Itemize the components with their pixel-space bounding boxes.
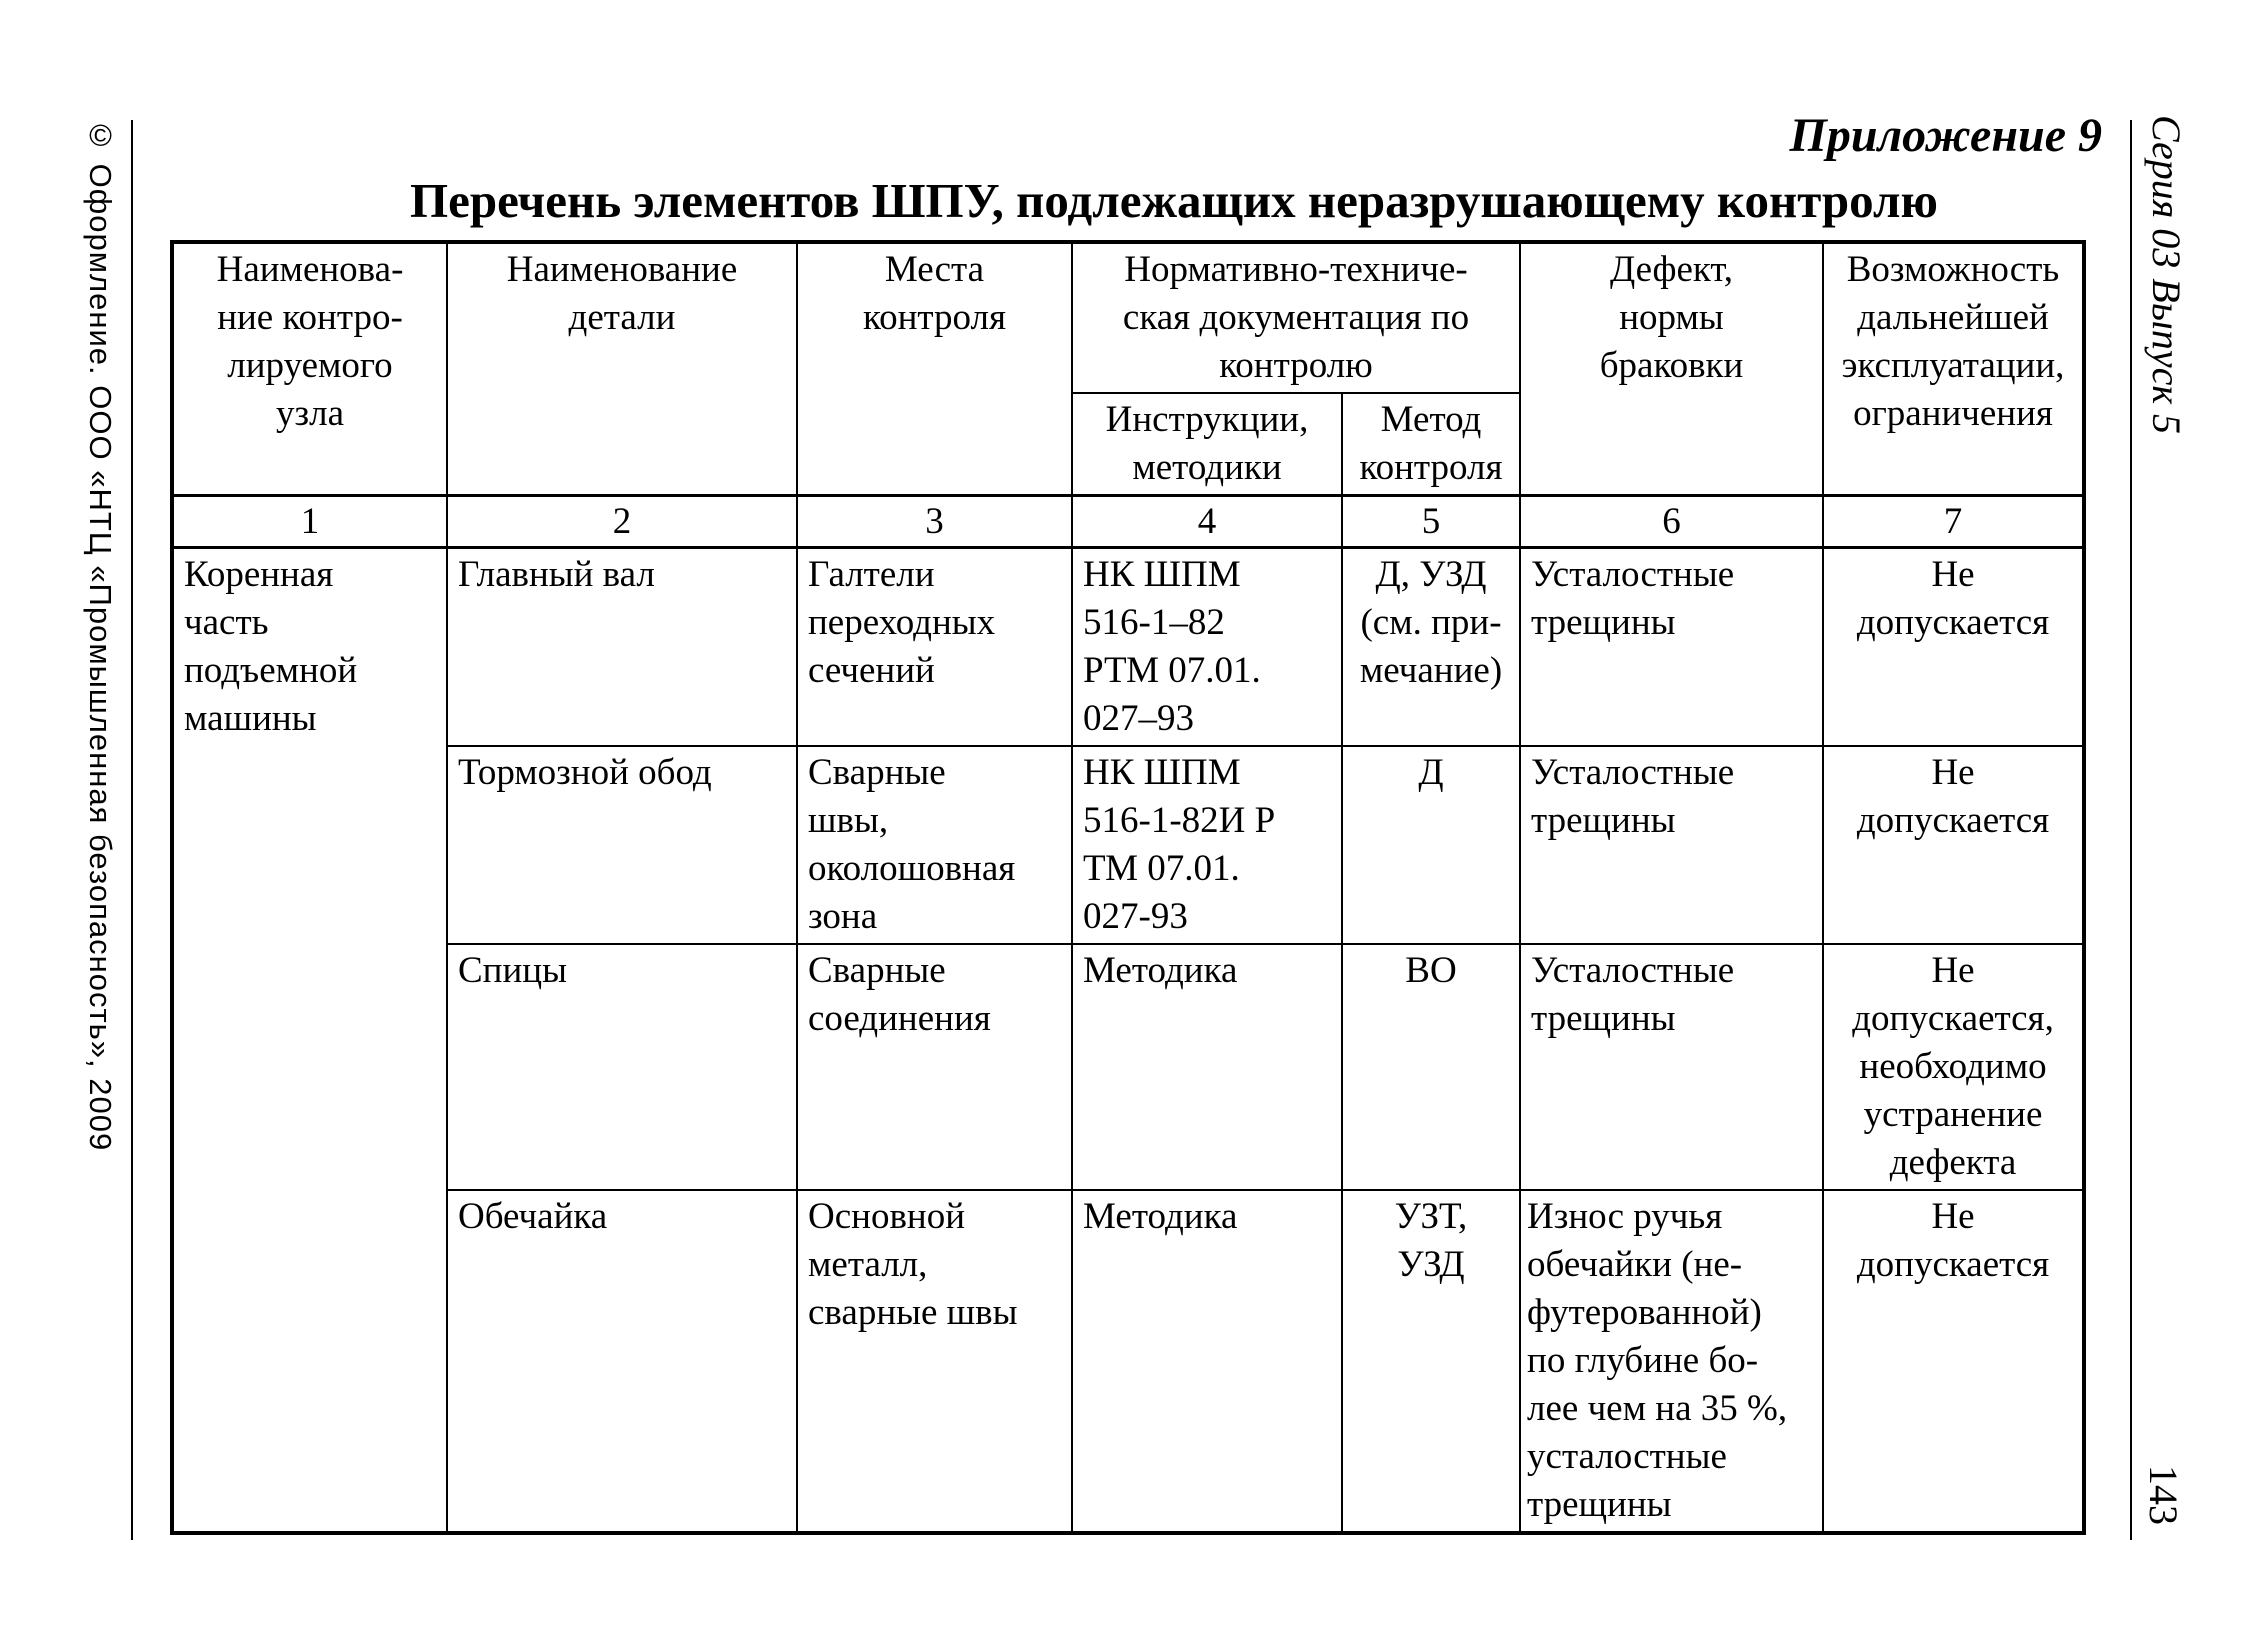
page-number: 143 bbox=[2141, 1465, 2186, 1525]
method-cell: Д, УЗД (см. при- мечание) bbox=[1342, 548, 1520, 747]
doc-cell: Методика bbox=[1072, 1190, 1342, 1533]
possibility-cell: Не допускается bbox=[1823, 1190, 2084, 1533]
series-margin-text: Серия 03 Выпуск 5 bbox=[2144, 115, 2189, 435]
place-cell: Основной металл, сварные швы bbox=[797, 1190, 1072, 1533]
table-row bbox=[172, 548, 2084, 747]
place-cell: Сварные соединения bbox=[797, 944, 1072, 1190]
header-defect: Дефект, нормы браковки bbox=[1520, 242, 1823, 496]
header-detail: Наименование детали bbox=[447, 242, 797, 496]
header-instructions: Инструкции, методики bbox=[1072, 393, 1342, 496]
header-method: Метод контроля bbox=[1342, 393, 1520, 496]
defect-cell: Усталостные трещины bbox=[1520, 746, 1823, 944]
header-docs-group: Нормативно-техниче- ская документация по контролю bbox=[1072, 242, 1520, 393]
possibility-cell: Не допускается bbox=[1823, 746, 2084, 944]
detail-cell: Тормозной обод bbox=[447, 746, 797, 944]
copyright-margin-text: © Оформление. ООО «НТЦ «Промышленная безопасность», 2009 bbox=[83, 118, 118, 1152]
column-number-row bbox=[172, 496, 2084, 548]
doc-cell: НК ШПМ 516-1–82 РТМ 07.01. 027–93 bbox=[1072, 548, 1342, 747]
method-cell: УЗТ, УЗД bbox=[1342, 1190, 1520, 1533]
column-number: 6 bbox=[1520, 496, 1823, 548]
method-cell: Д bbox=[1342, 746, 1520, 944]
doc-cell: Методика bbox=[1072, 944, 1342, 1190]
appendix-label: Приложение 9 bbox=[1789, 109, 2102, 162]
table-row bbox=[172, 1190, 2084, 1533]
header-place: Места контроля bbox=[797, 242, 1072, 496]
place-cell: Сварные швы, околошовная зона bbox=[797, 746, 1072, 944]
header-row bbox=[172, 242, 2084, 393]
defect-cell: Износ ручья обечайки (не- футерованной) по глубине бо- лее чем на 35 %, усталостные трещины bbox=[1520, 1190, 1823, 1533]
column-number: 4 bbox=[1072, 496, 1342, 548]
column-number: 1 bbox=[172, 496, 447, 548]
column-number: 3 bbox=[797, 496, 1072, 548]
inspection-table bbox=[170, 240, 2086, 1535]
column-number: 5 bbox=[1342, 496, 1520, 548]
doc-cell: НК ШПМ 516-1-82И Р ТМ 07.01. 027-93 bbox=[1072, 746, 1342, 944]
node-cell: Коренная часть подъемной машины bbox=[172, 548, 447, 1534]
defect-cell: Усталостные трещины bbox=[1520, 548, 1823, 747]
right-margin-rule bbox=[2130, 120, 2132, 1540]
detail-cell: Главный вал bbox=[447, 548, 797, 747]
header-node: Наименова- ние контро- лируемого узла bbox=[172, 242, 447, 496]
header-possibility: Возможность дальнейшей эксплуатации, ограничения bbox=[1823, 242, 2084, 496]
possibility-cell: Не допускается, необходимо устранение дефекта bbox=[1823, 944, 2084, 1190]
detail-cell: Обечайка bbox=[447, 1190, 797, 1533]
detail-cell: Спицы bbox=[447, 944, 797, 1190]
column-number: 7 bbox=[1823, 496, 2084, 548]
left-margin-rule bbox=[131, 120, 133, 1540]
place-cell: Галтели переходных сечений bbox=[797, 548, 1072, 747]
possibility-cell: Не допускается bbox=[1823, 548, 2084, 747]
column-number: 2 bbox=[447, 496, 797, 548]
table-row bbox=[172, 944, 2084, 1190]
method-cell: ВО bbox=[1342, 944, 1520, 1190]
defect-cell: Усталостные трещины bbox=[1520, 944, 1823, 1190]
table-row bbox=[172, 746, 2084, 944]
page-title: Перечень элементов ШПУ, подлежащих неразрушающему контролю bbox=[410, 173, 1938, 228]
